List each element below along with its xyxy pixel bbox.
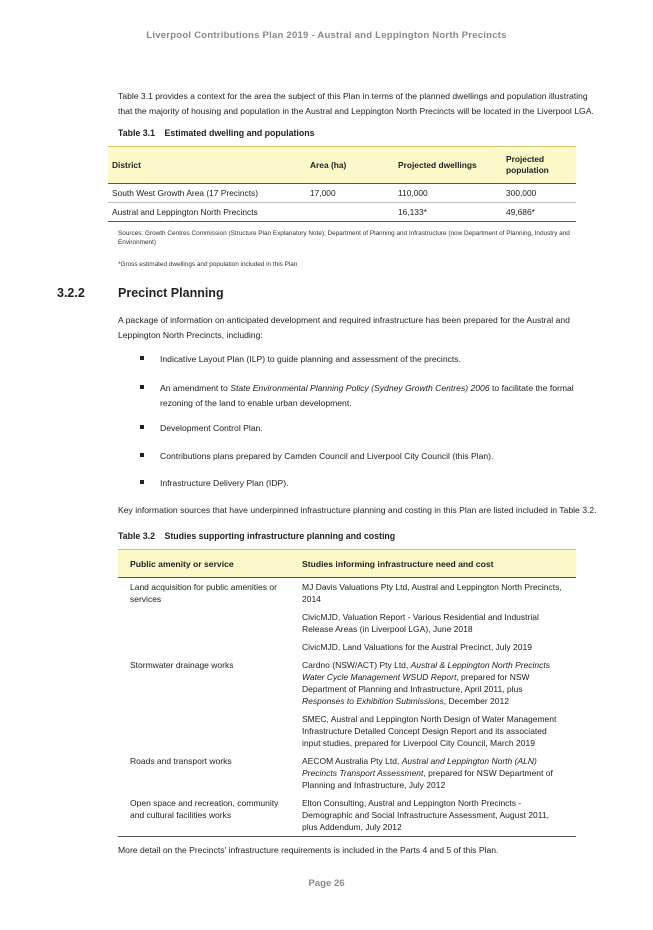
report-title: Austral and Leppington North (ALN) Precincts Transport Assessment: [302, 756, 537, 778]
table-cell: [306, 203, 394, 222]
bullet-icon: [140, 385, 146, 391]
table-row: [118, 794, 576, 837]
report-title: Austral & Leppington North Precincts Water Cycle Management WSUD Report: [302, 660, 551, 682]
table-cell: 16,133*: [394, 203, 502, 222]
study-entry: SMEC, Austral and Leppington North Design of Water Management Infrastructure Detailed Concept Design Report and its associated input studies, prepared for Liverpool City Council, March 2019: [302, 714, 557, 748]
col-header-studies: Studies informing infrastructure need and cost: [294, 550, 576, 578]
table2-title: Studies supporting infrastructure planning and costing: [164, 531, 396, 541]
study-entry: MJ Davis Valuations Pty Ltd, Austral and Leppington North Precincts, 2014: [294, 578, 576, 609]
table1-caption: [118, 128, 315, 138]
table1-number: Table 3.1: [118, 128, 155, 138]
service-label: Roads and transport works: [130, 756, 232, 766]
study-entry: [294, 752, 576, 794]
table-row: [118, 578, 576, 609]
table2-caption: [118, 531, 395, 541]
sepp-title: State Environmental Planning Policy (Sydney Growth Centres) 2006: [230, 383, 490, 393]
bullet-item: [160, 381, 598, 411]
bullet-icon: [140, 480, 146, 486]
bullet-text: An amendment to: [160, 383, 231, 393]
study-text: , prepared for NSW Department of Planning and Infrastructure, April 2011, plus: [302, 672, 530, 694]
service-label: Stormwater drainage works: [130, 660, 234, 670]
table1-title: Estimated dwelling and populations: [164, 128, 315, 138]
page-header: Liverpool Contributions Plan 2019 - Austral and Leppington North Precincts: [146, 30, 507, 41]
study-entry: CivicMJD, Valuation Report - Various Residential and Industrial Release Areas (in Liverpool LGA), June 2018: [302, 612, 539, 634]
table-row: [118, 752, 576, 794]
bullet-item: Development Control Plan.: [160, 423, 263, 433]
bullet-icon: [140, 453, 146, 459]
study-text: , prepared for NSW Department of Planning and Infrastructure, July 2012: [302, 768, 553, 790]
intro-paragraph: Table 3.1 provides a context for the area the subject of this Plan in terms of the planned dwellings and population illustrating that the majority of housing and population in the Austral and Leppington North Precincts will be located in the Liverpool LGA.: [118, 91, 594, 116]
col-header-population: Projected population: [502, 147, 576, 184]
closing-paragraph: More detail on the Precincts' infrastructure requirements is included in the Parts 4 and 5 of this Plan.: [118, 845, 499, 855]
table-cell: 17,000: [306, 184, 394, 203]
table1-sources: Sources: Growth Centres Commission (Structure Plan Explanatory Note); Department of Planning and Infrastructure (now Department of Planning, Industry and Environment): [118, 230, 570, 246]
dwellings-table: [108, 146, 576, 222]
section-title: Precinct Planning: [118, 286, 224, 300]
section-intro: A package of information on anticipated development and required infrastructure has been prepared for the Austral and Leppington North Precincts, including:: [118, 315, 570, 340]
table-cell: 110,000: [394, 184, 502, 203]
table1-footnote: *Gross estimated dwellings and population included in this Plan: [118, 261, 298, 268]
study-entry: [294, 656, 576, 710]
bullet-text: to facilitate the formal rezoning of the land to enable urban development.: [160, 383, 574, 408]
table-cell: Austral and Leppington North Precincts: [108, 203, 306, 222]
table-row: [108, 184, 576, 203]
study-text: Cardno (NSW/ACT) Pty Ltd,: [302, 660, 411, 670]
section-number: 3.2.2: [57, 286, 85, 300]
service-label: Open space and recreation, community and cultural facilities works: [118, 794, 294, 837]
study-text: , December 2012: [443, 696, 509, 706]
table-row: [118, 638, 576, 656]
col-header-dwellings: Projected dwellings: [394, 147, 502, 184]
study-entry: Elton Consulting, Austral and Leppington North Precincts - Demographic and Social Infrastructure Assessment, August 2011, plus Addendum, July 2012: [294, 794, 576, 837]
study-entry: CivicMJD, Land Valuations for the Austral Precinct, July 2019: [302, 642, 532, 652]
table-cell: 300,000: [502, 184, 576, 203]
bullet-item: Indicative Layout Plan (ILP) to guide planning and assessment of the precincts.: [160, 354, 461, 364]
bullet-icon: [140, 425, 146, 431]
bullet-item: Contributions plans prepared by Camden Council and Liverpool City Council (this Plan).: [160, 451, 494, 461]
bullet-item: Infrastructure Delivery Plan (IDP).: [160, 478, 289, 488]
bullet-icon: [140, 356, 146, 362]
table-header-row: [108, 147, 576, 184]
table-row: [118, 710, 576, 752]
table-cell: South West Growth Area (17 Precincts): [108, 184, 306, 203]
studies-table: [118, 549, 576, 837]
table-header-row: [118, 550, 576, 578]
service-label: Land acquisition for public amenities or services: [118, 578, 294, 609]
table-row: [118, 656, 576, 710]
col-header-service: Public amenity or service: [118, 550, 294, 578]
table-row: [108, 203, 576, 222]
table-cell: 49,686*: [502, 203, 576, 222]
table-row: [118, 608, 576, 638]
page-number: Page 26: [308, 878, 345, 889]
col-header-area: Area (ha): [306, 147, 394, 184]
col-header-district: District: [108, 147, 306, 184]
table2-number: Table 3.2: [118, 531, 155, 541]
report-title: Responses to Exhibition Submissions: [302, 696, 444, 706]
study-text: AECOM Australia Pty Ltd,: [302, 756, 402, 766]
key-info-paragraph: Key information sources that have underpinned infrastructure planning and costing in this Plan are listed included in Table 3.2.: [118, 505, 597, 515]
